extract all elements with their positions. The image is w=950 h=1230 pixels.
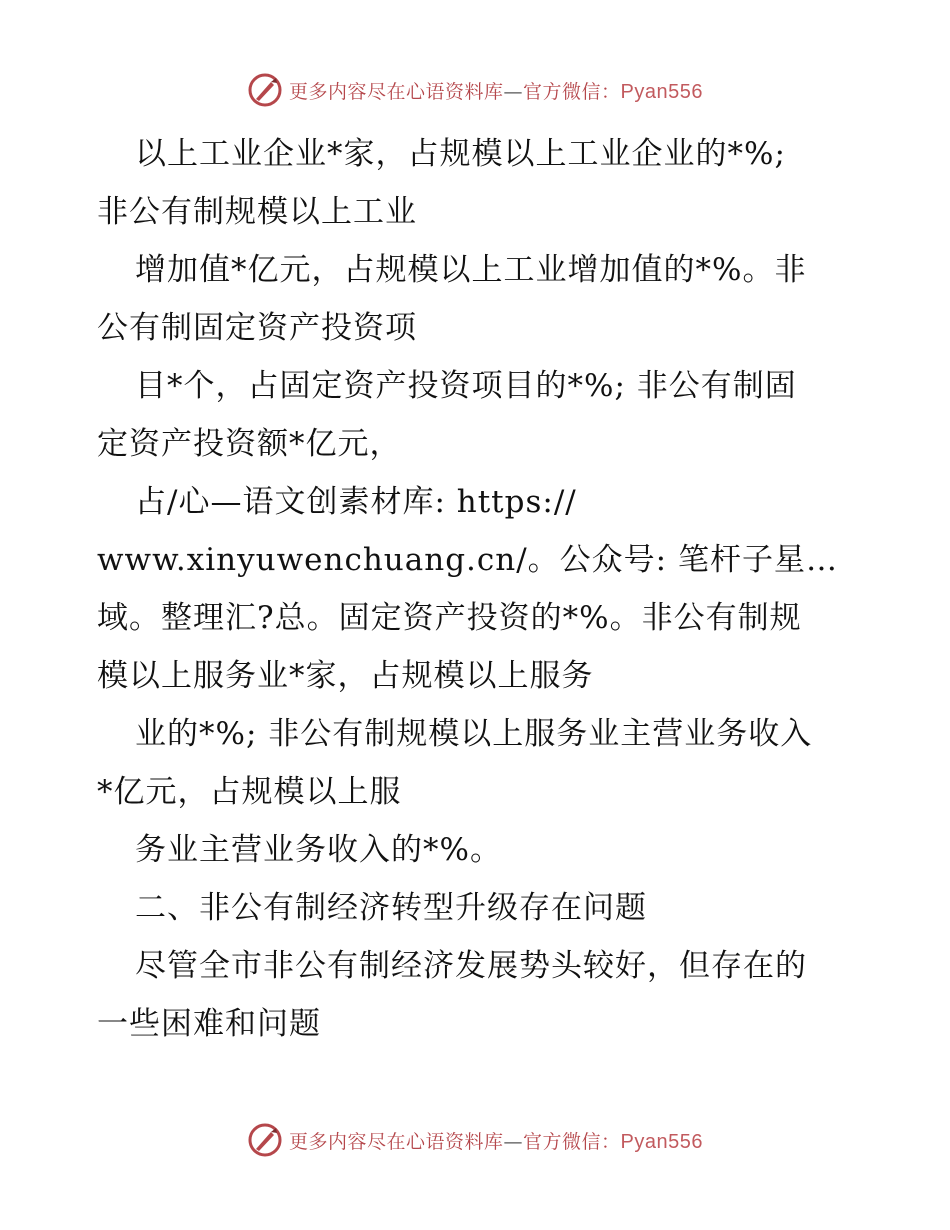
text-line: 定资产投资额*亿元， <box>97 426 402 462</box>
text-line: 目*个，占固定资产投资项目的*%; 非公有制固 <box>135 368 797 404</box>
text-line: 公有制固定资产投资项 <box>97 310 417 346</box>
text-line: 以上工业企业*家，占规模以上工业企业的*%; <box>135 136 786 172</box>
text-line: 模以上服务业*家，占规模以上服务 <box>97 658 594 694</box>
footer-watermark <box>0 1120 950 1160</box>
text-line: 增加值*亿元，占规模以上工业增加值的*%。非 <box>135 252 807 288</box>
document-body <box>97 125 857 1053</box>
text-line: 业的*%; 非公有制规模以上服务业主营业务收入 <box>135 716 813 752</box>
text-line: 尽管全市非公有制经济发展势头较好，但存在的 <box>135 948 807 984</box>
quill-pen-logo-icon <box>247 1122 283 1158</box>
text-line: 务业主营业务收入的*%。 <box>135 832 502 868</box>
text-line: 非公有制规模以上工业 <box>97 194 417 230</box>
text-line: *亿元，占规模以上服 <box>97 774 402 810</box>
text-line: 一些困难和问题 <box>97 1006 321 1042</box>
text-line: 域。整理汇?总。固定资产投资的*%。非公有制规 <box>97 600 802 636</box>
watermark-text: 更多内容尽在心语资料库—官方微信：Pyan556 <box>289 80 703 103</box>
text-line: www.xinyuwenchuang.cn/。公众号: 笔杆子星… <box>97 542 838 578</box>
text-line: 二、非公有制经济转型升级存在问题 <box>135 890 647 926</box>
header-watermark <box>0 70 950 110</box>
quill-pen-logo-icon <box>247 72 283 108</box>
watermark-text: 更多内容尽在心语资料库—官方微信：Pyan556 <box>289 1130 703 1153</box>
text-line: 占/心—语文创素材库: https:// <box>135 484 577 520</box>
